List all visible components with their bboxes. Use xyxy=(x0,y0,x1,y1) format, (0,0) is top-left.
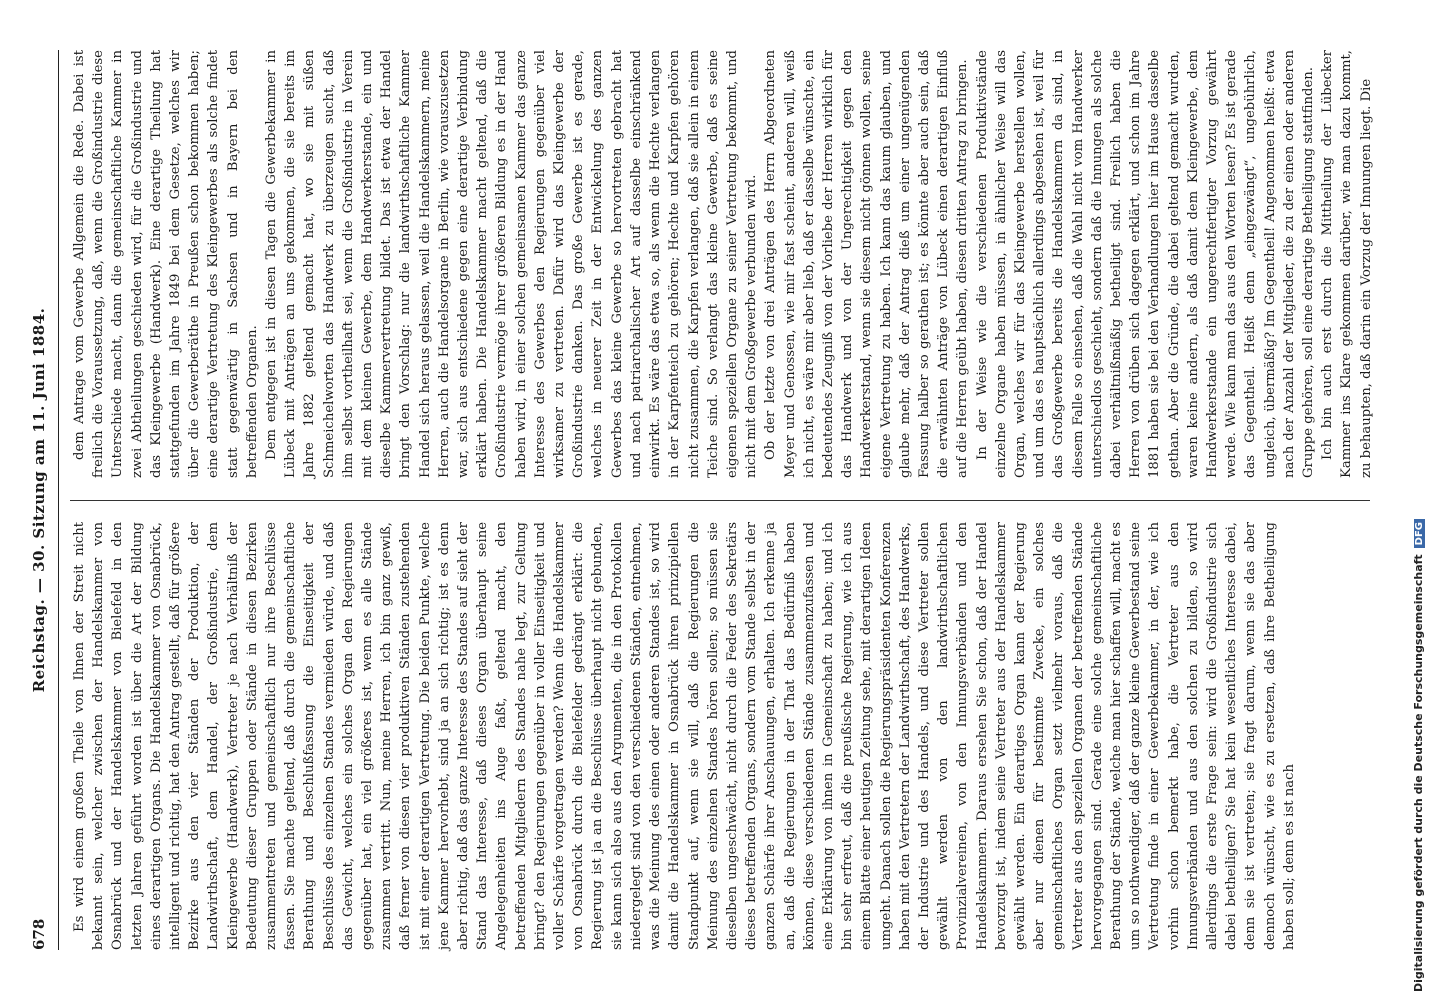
left-column xyxy=(70,522,1370,950)
page-title: Reichstag. — 30. Sitzung am 11. Juni 1884. xyxy=(30,307,48,693)
column-divider xyxy=(70,500,1370,501)
right-column xyxy=(70,50,1374,478)
newspaper-page xyxy=(8,20,1400,980)
digitization-footer xyxy=(1412,12,1425,992)
paragraph: Dem entgegen ist in diesen Tagen die Gewerbekammer in Lübeck mit Anträgen an uns gekommen, die sie bereits im Jahre 1882 geltend gemacht hat, wo sie mit süßen Schmeichelworten das Handwerk zu überzeugen sucht, daß ihm selbst vortheilhaft sei, wenn die Großindustrie in Verein mit dem kleinen Gewerbe, dem Handwerkerstande, ein und dieselbe Kammervertretung bildet. Das ist etwa der Handel bringt den Vorschlag: nur die landwirthschaftliche Kammer Handel sich heraus gelassen, weil die Handelskammern, meine Herren, auch die Handelsorgane in Berlin, wie vorauszusetzen war, sich aus entschiedene gegen eine derartige Verbindung erklärt haben. Die Handelskammer macht geltend, daß die Großindustrie vermöge ihrer größeren Bildung es in der Hand haben wird, in einer solchen gemeinsamen Kammer das ganze Interesse des Gewerbes den Regierungen gegenüber viel wirksamer zu vertreten. Dafür wird das Kleingewerbe der Großindustrie danken. Das große Gewerbe ist es gerade, welches in neuerer Zeit in der Entwickelung des ganzen Gewerbes das kleine Gewerbe so hervortreten gebracht hat und nach patriarchalischer Art auf dasselbe einschränkend einwirkt. Es wäre das etwa so, als wenn die Hechte verlangen in der Karpfenteich zu gehören; Hechte und Karpfen gehören nicht zusammen, die Karpfen verlangen, daß sie allein in einem Teiche sind. So verlangt das kleine Gewerbe, daß es seine eigenen speziellen Organe zu seiner Vertretung bekommt, und nicht mit dem Großgewerbe verbunden wird. xyxy=(264,50,760,478)
paragraph: In der Weise wie die verschiedenen Produktivstände einzelne Organe haben müssen, in ähnlicher Weise will das Organ, welches wir für das Kleingewerbe herstellen wollen, und um das es hauptsächlich allerdings abgesehen ist, weil für das Großgewerbe bereits die Handelskammern da sind, in diesem Falle so einsehen, daß die Wahl nicht vom Handwerker unterschiedlos geschieht, sondern daß die Innungen als solche dabei verhältnißmäßig betheiligt sind. Freilich haben die Herren von drüben sich dagegen erklärt, und schon im Jahre 1881 haben sie bei den Verhandlungen hier im Hause dasselbe gethan. Aber die Gründe, die dabei geltend gemacht wurden, waren keine andern, als daß damit dem Kleingewerbe, dem Handwerkerstande ein ungerechtfertigter Vorzug gewährt werde. Wie kann man das aus den Worten lesen? Es ist gerade das Gegentheil. Heißt denn „eingezwängt“, ungebührlich, ungleich, übermäßig? Im Gegentheil! Angenommen heißt: etwa nach der Anzahl der Mitglieder, die zu der einen oder anderen Gruppe gehören, soll eine derartige Betheiligung stattfinden. xyxy=(974,50,1316,478)
paragraph: Ich bin auch erst durch die Mittheilung der Lübecker Kammer ins Klare gekommen darüber, wie man dazu kommt, zu behaupten, daß darin ein Vorzug der Innungen liegt. Die xyxy=(1320,50,1374,478)
paragraph: dem Antrage vom Gewerbe Allgemein die Rede. Dabei ist freilich die Voraussetzung, daß, wenn die Großindustrie diese Unterschiede macht, dann die gemeinschaftliche Kammer in zwei Abtheilungen geschieden wird, für die Großindustrie und das Kleingewerbe (Handwerk). Eine derartige Theilung hat stattgefunden im Jahre 1849 bei dem Gesetze, welches wir über die Gewerberäthe in Preußen schon bekommen haben; eine derartige Vertretung des Kleingewerbes als solche findet statt gegenwärtig in Sachsen und in Bayern bei den betreffenden Organen. xyxy=(72,50,260,478)
dfg-logo: DFG xyxy=(1414,519,1425,548)
page-header xyxy=(28,50,59,950)
paragraph: Ob der letzte von drei Anträgen des Herrn Abgeordneten Meyer und Genossen, wie mir fast scheint, anderen will, weiß ich nicht, es wäre mir aber lieb, daß er dasselbe wünschte, ein bedeutendes Zeugniß von der Vorliebe der Herren wirklich für das Handwerk und von der Ungerechtigkeit gegen den Handwerkerstand, wenn sie diesem nicht gönnen wollen, seine eigene Vertretung zu haben. Ich kann das kaum glauben, und glaube mehr, daß der Antrag dieß um einer ungenügenden Fassung halber so gerathen ist; es könnte aber auch sein, daß die erwähnten Anträge von Lübeck einen derartigen Einfluß auf die Herren geübt haben, diesen dritten Antrag zu bringen. xyxy=(763,50,971,478)
paragraph: Es wird einem großen Theile von Ihnen der Streit nicht bekannt sein, welcher zwischen der Handelskammer von Osnabrück und der Handelskammer von Bielefeld in den letzten Jahren geführt worden ist über die Art der Bildung eines derartigen Organs. Die Handelskammer von Osnabrück, intelligent und richtig, hat den Antrag gestellt, daß für größere Bezirke aus den vier Ständen der Produktion, der Landwirthschaft, dem Handel, der Großindustrie, dem Kleingewerbe (Handwerk), Vertreter je nach Verhältniß der Bedeutung dieser Gruppen oder Stände in diesen Bezirken zusammentreten und gemeinschaftlich nur ihre Beschlüsse fassen. Sie machte geltend, daß durch die gemeinschaftliche Berathung und Beschlußfassung die Einseitigkeit der Beschlüsse des einzelnen Standes vermieden würde, und daß das Gewicht, welches ein solches Organ den Regierungen gegenüber hat, ein viel größeres ist, wenn es alle Stände zusammen vertritt. Nun, meine Herren, ich bin ganz gewiß, daß ferner von diesen vier produktiven Ständen zustehenden ist mit einer derartigen Vertretung. Die beiden Punkte, welche jene Kammer hervorhebt, sind ja an sich richtig; ist es denn aber richtig, daß das ganze Interesse des Standes auf sieht der Stand das Interesse, daß dieses Organ überhaupt seine Angelegenheiten ins Auge faßt, geltend macht, den betreffenden Mitgliedern des Standes nahe legt, zur Geltung bringt? den Regierungen gegenüber in voller Einseitigkeit und voller Schärfe vorgetragen werden? Wenn die Handelskammer von Osnabrück durch die Bielefelder gedrängt erklärt: die Regierung ist ja an die Beschlüsse überhaupt nicht gebunden, sie kann sich also aus den Argumenten, die in den Protokollen niedergelegt sind von den verschiedenen Ständen, entnehmen, was die Meinung des einen oder anderen Standes ist, so wird damit die Handelskammer in Osnabrück ihren prinzipiellen Standpunkt auf, wenn sie will, daß die Regierungen die Meinung des einzelnen Standes hören sollen; so müssen sie dieselben ungeschwächt, nicht durch die Feder des Sekretärs dieses betreffenden Organs, sondern vom Stande selbst in der ganzen Schärfe ihrer Anschauungen, erhalten. Ich erkenne ja an, daß die Regierungen in der That das Bedürfniß haben können, diese verschiedenen Stände zusammenzufassen und eine Erklärung von ihnen in Gemeinschaft zu haben; und ich bin sehr erfreut, daß die preußische Regierung, wie ich aus einem Blatte einer heutigen Zeitung sehe, mit derartigen Ideen umgeht. Danach sollen die Regierungspräsidenten Konferenzen haben mit den Vertretern der Landwirthschaft, des Handwerks, der Industrie und des Handels, und diese Vertreter sollen gewählt werden von den landwirthschaftlichen Provinzialvereinen, von den Innungsverbänden und den Handelskammern. Daraus ersehen Sie schon, daß der Handel bevorzugt ist, indem seine Vertreter aus der Handelskammer gewählt werden. Ein derartiges Organ kann der Regierung aber nur dienen für bestimmte Zwecke, ein solches gemeinschaftliches Organ setzt vielmehr voraus, daß die Vertreter aus den speziellen Organen der betreffenden Stände hervorgegangen sind. Gerade eine solche gemeinschaftliche Berathung der Stände, welche man hier schaffen will, macht es um so nothwendiger, daß der ganze kleine Gewerbestand seine Vertretung finde in einer Gewerbekammer, in der, wie ich vorhin schon bemerkt habe, die Vertreter aus den Innungsverbänden und aus den solchen zu bilden, so wird allerdings die erste Frage sein: wird die Großindustrie sich dabei betheiligen? Sie hat kein wesentliches Interesse dabei, denn sie ist vertreten; sie fragt darum, wenn sie das aber dennoch wünscht, wie es zu ersetzen, daß ihre Betheiligung haben soll; denn es ist nach xyxy=(72,522,1297,950)
digitization-note: Digitalisierung gefördert durch die Deutsche Forschungsgemeinschaft xyxy=(1412,554,1425,992)
page-number: 678 xyxy=(30,918,48,950)
